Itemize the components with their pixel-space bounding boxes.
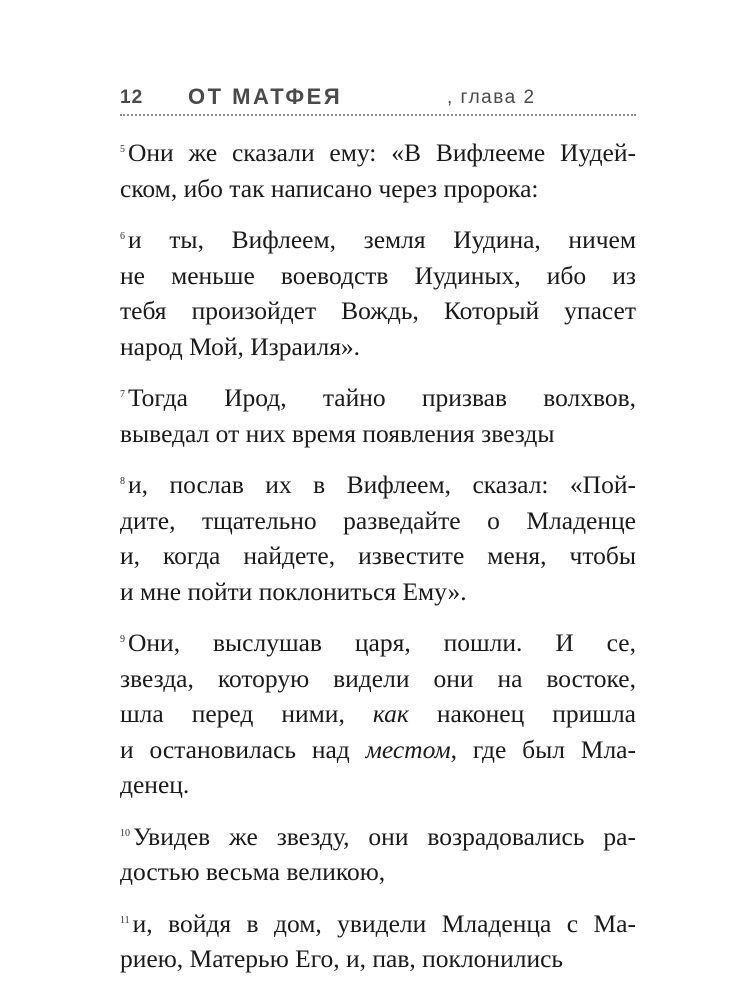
verse-line xyxy=(120,622,636,661)
verse-text: наконец пришла xyxy=(408,699,636,728)
verse-7 xyxy=(120,377,636,451)
verse-text: звезда, которую видели они на востоке, xyxy=(120,663,636,693)
verse-number: 9 xyxy=(120,634,125,645)
verse-text: и, войдя в дом, увидели Младенца с Ма- xyxy=(132,908,636,938)
verse-text: , где был Мла- xyxy=(450,734,636,764)
verse-line xyxy=(120,503,636,539)
verse-text: Они, выслушав царя, пошли. И се, xyxy=(128,628,636,657)
verse-line xyxy=(120,416,636,452)
verse-text: достью весьма великою, xyxy=(120,857,386,886)
verse-line xyxy=(120,816,636,855)
verse-text: денец. xyxy=(120,770,190,799)
verse-text: Они же сказали ему: «В Вифлееме Иудей- xyxy=(128,138,636,167)
verse-10 xyxy=(120,816,636,890)
verse-line xyxy=(120,132,636,171)
verse-line xyxy=(120,219,636,258)
page-number: 12 xyxy=(120,87,144,108)
verse-text: не меньше воеводств Иудиных, ибо из xyxy=(120,260,636,290)
verse-line xyxy=(120,171,636,207)
verse-line xyxy=(120,538,636,574)
verse-number: 7 xyxy=(120,389,125,400)
verse-line xyxy=(120,329,636,365)
verse-number: 5 xyxy=(120,144,125,155)
verse-line xyxy=(120,661,636,697)
verse-line xyxy=(120,941,636,977)
verse-8 xyxy=(120,464,636,609)
verse-text: Увидев же звезду, они возрадовались ра- xyxy=(133,821,636,851)
verse-text: и ты, Вифлеем, земля Иудина, ничем xyxy=(128,225,636,254)
verse-text: выведал от них время появления звезды xyxy=(120,418,555,448)
italic-word: как xyxy=(372,699,409,728)
verse-number: 6 xyxy=(120,231,125,242)
header-divider xyxy=(120,114,636,116)
verse-text: риею, Матерью Его, и, пав, поклонились xyxy=(120,944,564,973)
verse-line xyxy=(120,696,636,732)
verse-line xyxy=(120,377,636,416)
verse-text: и, послав их в Вифлеем, сказал: «Пой- xyxy=(128,470,636,499)
chapter-label: , глава 2 xyxy=(447,87,536,108)
verse-line xyxy=(120,258,636,294)
verse-text: и остановилась над xyxy=(120,734,366,764)
verse-line xyxy=(120,767,636,803)
verse-text: дите, тщательно разведайте о Младенце xyxy=(120,505,636,535)
verse-number: 10 xyxy=(120,827,130,839)
verse-number: 11 xyxy=(120,914,130,926)
verse-text: Тогда Ирод, тайно призвав волхвов, xyxy=(128,383,636,412)
verse-number: 8 xyxy=(120,476,125,487)
verse-text: ском, ибо так написано через пророка: xyxy=(120,173,539,203)
scripture-text xyxy=(120,132,636,990)
verse-text: шла перед ними, xyxy=(120,699,373,728)
verse-line xyxy=(120,574,636,610)
italic-word: местом xyxy=(365,734,451,764)
verse-line xyxy=(120,293,636,329)
verse-line xyxy=(120,854,636,890)
verse-line xyxy=(120,732,636,768)
verse-11 xyxy=(120,903,636,977)
verse-text: и, когда найдете, известите меня, чтобы xyxy=(120,541,636,570)
verse-text: тебя произойдет Вождь, Который упасет xyxy=(120,296,636,325)
verse-line xyxy=(120,903,636,942)
verse-text: народ Мой, Израиля». xyxy=(120,331,361,361)
running-head xyxy=(120,82,636,116)
book-title: ОТ МАТФЕЯ xyxy=(188,84,343,109)
verse-6 xyxy=(120,219,636,364)
verse-5 xyxy=(120,132,636,206)
verse-text: и мне пойти поклониться Ему». xyxy=(120,576,467,606)
verse-line xyxy=(120,464,636,503)
verse-9 xyxy=(120,622,636,803)
